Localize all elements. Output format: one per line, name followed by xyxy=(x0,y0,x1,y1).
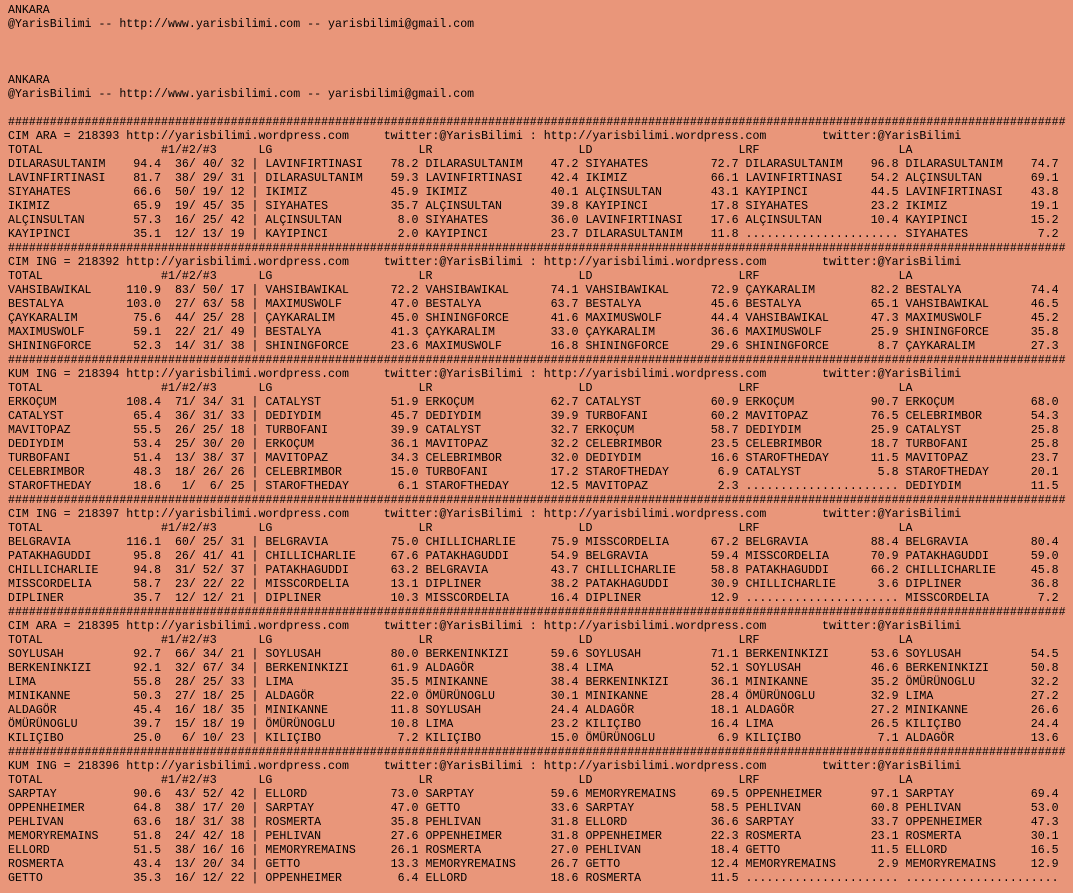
text-line: CELEBRIMBOR 48.3 18/ 26/ 26 | CELEBRIMBOR 15.0 TURBOFANI 17.2 STAROFTHEDAY 6.9 CATALYST 5.8 STAROFTHEDAY 20.1 xyxy=(8,466,1059,479)
text-line: ÇAYKARALIM 75.6 44/ 25/ 28 | ÇAYKARALIM 45.0 SHININGFORCE 41.6 MAXIMUSWOLF 44.4 VAHSIBAWIKAL 47.3 MAXIMUSWOLF 45.2 xyxy=(8,312,1059,325)
text-line: ######################################################################################################################################################## xyxy=(8,494,1066,507)
text-line: MAVITOPAZ 55.5 26/ 25/ 18 | TURBOFANI 39.9 CATALYST 32.7 ERKOÇUM 58.7 DEDIYDIM 25.9 CATALYST 25.8 xyxy=(8,424,1059,437)
text-line: BELGRAVIA 116.1 60/ 25/ 31 | BELGRAVIA 75.0 CHILLICHARLIE 75.9 MISSCORDELIA 67.2 BELGRAVIA 88.4 BELGRAVIA 80.4 xyxy=(8,536,1059,549)
text-line: ######################################################################################################################################################## xyxy=(8,116,1066,129)
text-line: DIPLINER 35.7 12/ 12/ 21 | DIPLINER 10.3 MISSCORDELIA 16.4 DIPLINER 12.9 ...................... MISSCORDELIA 7.2 xyxy=(8,592,1059,605)
text-line: LIMA 55.8 28/ 25/ 33 | LIMA 35.5 MINIKANNE 38.4 BERKENINKIZI 36.1 MINIKANNE 35.2 ÖMÜRÜNOGLU 32.2 xyxy=(8,676,1059,689)
text-line: CIM ING = 218397 http://yarisbilimi.wordpress.com twitter:@YarisBilimi : http://yarisbilimi.wordpress.com twitter:@YarisBilimi xyxy=(8,508,962,521)
text-line: SHININGFORCE 52.3 14/ 31/ 38 | SHININGFORCE 23.6 MAXIMUSWOLF 16.8 SHININGFORCE 29.6 SHININGFORCE 8.7 ÇAYKARALIM 27.3 xyxy=(8,340,1059,353)
text-line: KUM ING = 218394 http://yarisbilimi.wordpress.com twitter:@YarisBilimi : http://yarisbilimi.wordpress.com twitter:@YarisBilimi xyxy=(8,368,962,381)
text-line: MINIKANNE 50.3 27/ 18/ 25 | ALDAGÖR 22.0 ÖMÜRÜNOGLU 30.1 MINIKANNE 28.4 ÖMÜRÜNOGLU 32.9 LIMA 27.2 xyxy=(8,690,1059,703)
text-line: ######################################################################################################################################################## xyxy=(8,242,1066,255)
text-line: SOYLUSAH 92.7 66/ 34/ 21 | SOYLUSAH 80.0 BERKENINKIZI 59.6 SOYLUSAH 71.1 BERKENINKIZI 53.6 SOYLUSAH 54.5 xyxy=(8,648,1059,661)
text-line: VAHSIBAWIKAL 110.9 83/ 50/ 17 | VAHSIBAWIKAL 72.2 VAHSIBAWIKAL 74.1 VAHSIBAWIKAL 72.9 ÇAYKARALIM 82.2 BESTALYA 74.4 xyxy=(8,284,1059,297)
text-line: TOTAL #1/#2/#3 LG LR LD LRF LA xyxy=(8,144,913,157)
text-line: ######################################################################################################################################################## xyxy=(8,606,1066,619)
text-line: ROSMERTA 43.4 13/ 20/ 34 | GETTO 13.3 MEMORYREMAINS 26.7 GETTO 12.4 MEMORYREMAINS 2.9 MEMORYREMAINS 12.9 xyxy=(8,858,1059,871)
text-line xyxy=(8,32,1073,46)
text-line: SARPTAY 90.6 43/ 52/ 42 | ELLORD 73.0 SARPTAY 59.6 MEMORYREMAINS 69.5 OPPENHEIMER 97.1 SARPTAY 69.4 xyxy=(8,788,1059,801)
text-line: KILIÇIBO 25.0 6/ 10/ 23 | KILIÇIBO 7.2 KILIÇIBO 15.0 ÖMÜRÜNOGLU 6.9 KILIÇIBO 7.1 ALDAGÖR 13.6 xyxy=(8,732,1059,745)
text-line: MEMORYREMAINS 51.8 24/ 42/ 18 | PEHLIVAN 27.6 OPPENHEIMER 31.8 OPPENHEIMER 22.3 ROSMERTA 23.1 ROSMERTA 30.1 xyxy=(8,830,1059,843)
text-line: ÖMÜRÜNOGLU 39.7 15/ 18/ 19 | ÖMÜRÜNOGLU 10.8 LIMA 23.2 KILIÇIBO 16.4 LIMA 26.5 KILIÇIBO 24.4 xyxy=(8,718,1059,731)
text-line: DILARASULTANIM 94.4 36/ 40/ 32 | LAVINFIRTINASI 78.2 DILARASULTANIM 47.2 SIYAHATES 72.7 DILARASULTANIM 96.8 DILARASULTANIM 74.7 xyxy=(8,158,1059,171)
text-line xyxy=(8,46,1073,60)
text-line: @YarisBilimi -- http://www.yarisbilimi.com -- yarisbilimi@gmail.com xyxy=(8,88,475,101)
text-line: ANKARA xyxy=(8,4,50,17)
text-line: MAXIMUSWOLF 59.1 22/ 21/ 49 | BESTALYA 41.3 ÇAYKARALIM 33.0 ÇAYKARALIM 36.6 MAXIMUSWOLF 25.9 SHININGFORCE 35.8 xyxy=(8,326,1059,339)
text-line: ELLORD 51.5 38/ 16/ 16 | MEMORYREMAINS 26.1 ROSMERTA 27.0 PEHLIVAN 18.4 GETTO 11.5 ELLORD 16.5 xyxy=(8,844,1059,857)
text-line: ######################################################################################################################################################## xyxy=(8,354,1066,367)
text-line: TOTAL #1/#2/#3 LG LR LD LRF LA xyxy=(8,634,913,647)
text-line: TOTAL #1/#2/#3 LG LR LD LRF LA xyxy=(8,522,913,535)
text-line: STAROFTHEDAY 18.6 1/ 6/ 25 | STAROFTHEDAY 6.1 STAROFTHEDAY 12.5 MAVITOPAZ 2.3 ...................... DEDIYDIM 11.5 xyxy=(8,480,1059,493)
text-line: TOTAL #1/#2/#3 LG LR LD LRF LA xyxy=(8,774,913,787)
text-line: CIM ARA = 218393 http://yarisbilimi.wordpress.com twitter:@YarisBilimi : http://yarisbilimi.wordpress.com twitter:@YarisBilimi xyxy=(8,130,962,143)
text-line: CATALYST 65.4 36/ 31/ 33 | DEDIYDIM 45.7 DEDIYDIM 39.9 TURBOFANI 60.2 MAVITOPAZ 76.5 CELEBRIMBOR 54.3 xyxy=(8,410,1059,423)
text-line: MISSCORDELIA 58.7 23/ 22/ 22 | MISSCORDELIA 13.1 DIPLINER 38.2 PATAKHAGUDDI 30.9 CHILLICHARLIE 3.6 DIPLINER 36.8 xyxy=(8,578,1059,591)
text-line: KAYIPINCI 35.1 12/ 13/ 19 | KAYIPINCI 2.0 KAYIPINCI 23.7 DILARASULTANIM 11.8 ...................... SIYAHATES 7.2 xyxy=(8,228,1059,241)
text-line: CHILLICHARLIE 94.8 31/ 52/ 37 | PATAKHAGUDDI 63.2 BELGRAVIA 43.7 CHILLICHARLIE 58.8 PATAKHAGUDDI 66.2 CHILLICHARLIE 45.8 xyxy=(8,564,1059,577)
text-line: BESTALYA 103.0 27/ 63/ 58 | MAXIMUSWOLF 47.0 BESTALYA 63.7 BESTALYA 45.6 BESTALYA 65.1 VAHSIBAWIKAL 46.5 xyxy=(8,298,1059,311)
text-line: OPPENHEIMER 64.8 38/ 17/ 20 | SARPTAY 47.0 GETTO 33.6 SARPTAY 58.5 PEHLIVAN 60.8 PEHLIVAN 53.0 xyxy=(8,802,1059,815)
text-line: ALDAGÖR 45.4 16/ 18/ 35 | MINIKANNE 11.8 SOYLUSAH 24.4 ALDAGÖR 18.1 ALDAGÖR 27.2 MINIKANNE 26.6 xyxy=(8,704,1059,717)
text-line xyxy=(8,102,1073,116)
text-line xyxy=(8,60,1073,74)
text-line: SIYAHATES 66.6 50/ 19/ 12 | IKIMIZ 45.9 IKIMIZ 40.1 ALÇINSULTAN 43.1 KAYIPINCI 44.5 LAVINFIRTINASI 43.8 xyxy=(8,186,1059,199)
text-line: LAVINFIRTINASI 81.7 38/ 29/ 31 | DILARASULTANIM 59.3 LAVINFIRTINASI 42.4 IKIMIZ 66.1 LAVINFIRTINASI 54.2 ALÇINSULTAN 69.1 xyxy=(8,172,1059,185)
text-line: IKIMIZ 65.9 19/ 45/ 35 | SIYAHATES 35.7 ALÇINSULTAN 39.8 KAYIPINCI 17.8 SIYAHATES 23.2 IKIMIZ 19.1 xyxy=(8,200,1059,213)
text-line: CIM ARA = 218395 http://yarisbilimi.wordpress.com twitter:@YarisBilimi : http://yarisbilimi.wordpress.com twitter:@YarisBilimi xyxy=(8,620,962,633)
text-line: BERKENINKIZI 92.1 32/ 67/ 34 | BERKENINKIZI 61.9 ALDAGÖR 38.4 LIMA 52.1 SOYLUSAH 46.6 BERKENINKIZI 50.8 xyxy=(8,662,1059,675)
text-line: TOTAL #1/#2/#3 LG LR LD LRF LA xyxy=(8,382,913,395)
text-line: ######################################################################################################################################################## xyxy=(8,746,1066,759)
text-line: TURBOFANI 51.4 13/ 38/ 37 | MAVITOPAZ 34.3 CELEBRIMBOR 32.0 DEDIYDIM 16.6 STAROFTHEDAY 11.5 MAVITOPAZ 23.7 xyxy=(8,452,1059,465)
text-line: @YarisBilimi -- http://www.yarisbilimi.com -- yarisbilimi@gmail.com xyxy=(8,18,475,31)
text-line: ANKARA xyxy=(8,74,50,87)
text-line: KUM ING = 218396 http://yarisbilimi.wordpress.com twitter:@YarisBilimi : http://yarisbilimi.wordpress.com twitter:@YarisBilimi xyxy=(8,760,962,773)
text-line: PEHLIVAN 63.6 18/ 31/ 38 | ROSMERTA 35.8 PEHLIVAN 31.8 ELLORD 36.6 SARPTAY 33.7 OPPENHEIMER 47.3 xyxy=(8,816,1059,829)
text-line: CIM ING = 218392 http://yarisbilimi.wordpress.com twitter:@YarisBilimi : http://yarisbilimi.wordpress.com twitter:@YarisBilimi xyxy=(8,256,962,269)
text-line: ALÇINSULTAN 57.3 16/ 25/ 42 | ALÇINSULTAN 8.0 SIYAHATES 36.0 LAVINFIRTINASI 17.6 ALÇINSULTAN 10.4 KAYIPINCI 15.2 xyxy=(8,214,1059,227)
text-line: GETTO 35.3 16/ 12/ 22 | OPPENHEIMER 6.4 ELLORD 18.6 ROSMERTA 11.5 ...................... ...................... xyxy=(8,872,1059,885)
text-line: DEDIYDIM 53.4 25/ 30/ 20 | ERKOÇUM 36.1 MAVITOPAZ 32.2 CELEBRIMBOR 23.5 CELEBRIMBOR 18.7 TURBOFANI 25.8 xyxy=(8,438,1059,451)
text-line: PATAKHAGUDDI 95.8 26/ 41/ 41 | CHILLICHARLIE 67.6 PATAKHAGUDDI 54.9 BELGRAVIA 59.4 MISSCORDELIA 70.9 PATAKHAGUDDI 59.0 xyxy=(8,550,1059,563)
text-line: ERKOÇUM 108.4 71/ 34/ 31 | CATALYST 51.9 ERKOÇUM 62.7 CATALYST 60.9 ERKOÇUM 90.7 ERKOÇUM 68.0 xyxy=(8,396,1059,409)
text-line: TOTAL #1/#2/#3 LG LR LD LRF LA xyxy=(8,270,913,283)
